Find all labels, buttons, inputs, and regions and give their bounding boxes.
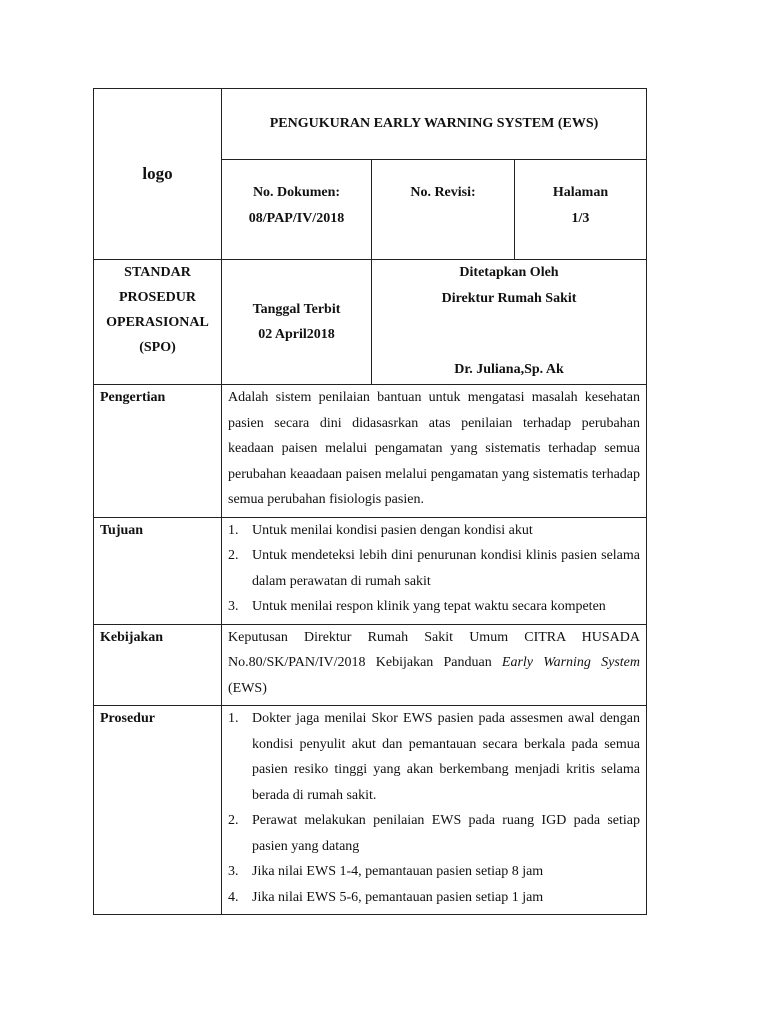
kebijakan-row [94,624,647,706]
list-item [228,594,640,620]
pengertian-row [94,385,647,518]
list-item [228,518,640,544]
prosedur-list [228,706,640,910]
spo-label-line: (SPO) [139,340,176,355]
tujuan-row [94,517,647,624]
kebijakan-text-part: Keputusan Direktur Rumah Sakit Umum CITRA HUSADA No.80/SK/PAN/IV/2018 Kebijakan Panduan [228,629,640,670]
list-number: 2. [228,548,239,563]
tanggal-terbit-value: 02 April2018 [258,327,335,342]
spo-label-line: PROSEDUR [118,290,196,305]
list-text: Untuk mendeteksi lebih dini penurunan kondisi klinis pasien selama dalam perawatan di rumah sakit [252,548,640,589]
list-item [228,885,640,911]
list-item [228,543,640,594]
halaman-value: 1/3 [571,211,590,226]
list-number: 1. [228,711,239,726]
list-text: Jika nilai EWS 5-6, pemantauan pasien setiap 1 jam [252,889,544,905]
signatory-name: Dr. Juliana,Sp. Ak [454,362,564,377]
list-text: Untuk menilai kondisi pasien dengan kondisi akut [252,522,533,538]
list-item [228,706,640,808]
tujuan-list [228,518,640,620]
direktur-label: Direktur Rumah Sakit [441,291,577,306]
prosedur-list-cell [222,706,647,915]
logo-placeholder [94,89,222,260]
list-item [228,808,640,859]
kebijakan-label: Kebijakan [94,624,222,706]
list-item [228,859,640,885]
list-number: 2. [228,813,239,828]
no-dokumen-cell [222,160,372,260]
list-text: Untuk menilai respon klinik yang tepat waktu secara kompeten [252,599,606,614]
pengertian-text: Adalah sistem penilaian bantuan untuk mengatasi masalah kesehatan pasien secara dini didasasrkan atas penilaian terhadap perubahan keadaan paisen melalui pengamatan yang sistematis terhadap semua perubahan keaadaan paisen melalui pengamatan yang sistematis terhadap semua perubahan fisiologis pasien. [222,385,647,518]
halaman-label: Halaman [552,185,609,200]
tujuan-label: Tujuan [94,517,222,624]
list-number: 1. [228,522,239,538]
prosedur-label: Prosedur [94,706,222,915]
no-revisi-cell [372,160,515,260]
logo-text: logo [142,164,173,183]
list-number: 3. [228,864,239,879]
spo-label-line: STANDAR [124,265,191,280]
kebijakan-text [222,624,647,706]
kebijakan-text-italic: Early Warning System [501,655,640,670]
list-text: Dokter jaga menilai Skor EWS pasien pada assesmen awal dengan kondisi penyulit akut dan pemantauan secara berkala pada semua pasien resiko tinggi yang akan berkembang menjadi kritis selama berada di rumah sakit. [252,711,640,803]
kebijakan-text-part: (EWS) [228,680,267,696]
tanggal-terbit-cell [222,260,372,385]
halaman-cell [515,160,647,260]
spo-label [94,260,222,385]
pengertian-label: Pengertian [94,385,222,518]
document-title: PENGUKURAN EARLY WARNING SYSTEM (EWS) [222,89,647,160]
prosedur-row [94,706,647,915]
list-text: Perawat melakukan penilaian EWS pada ruang IGD pada setiap pasien yang datang [252,813,640,854]
ditetapkan-cell [372,260,647,385]
spo-row [94,260,647,385]
spo-table [93,88,647,915]
list-text: Jika nilai EWS 1-4, pemantauan pasien setiap 8 jam [252,864,544,879]
ditetapkan-oleh: Ditetapkan Oleh [459,265,559,280]
spo-label-line: OPERASIONAL [106,315,209,330]
list-number: 4. [228,889,239,905]
tujuan-list-cell [222,517,647,624]
no-dokumen-value: 08/PAP/IV/2018 [248,211,345,226]
list-number: 3. [228,599,239,614]
tanggal-terbit-label: Tanggal Terbit [252,302,341,317]
title-row [94,89,647,160]
no-revisi-label: No. Revisi: [410,185,476,200]
no-dokumen-label: No. Dokumen: [252,185,341,200]
